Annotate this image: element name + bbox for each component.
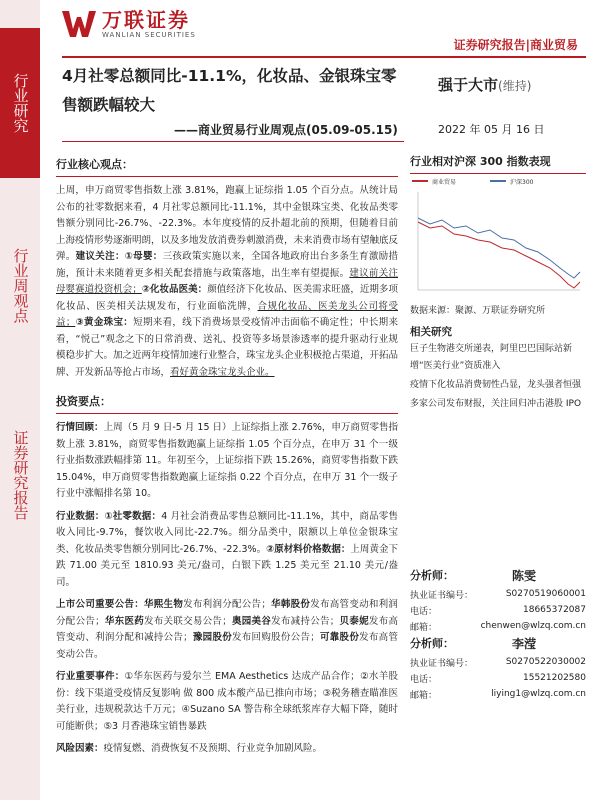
title-divider [62, 141, 404, 142]
cert-number: S0270522030002 [505, 657, 586, 667]
legend-label-hs300: 沪深300 [510, 179, 534, 186]
industry-events-paragraph: 行业重要事件：①华东医药与爱尔兰 EMA Aesthetics 达成产品合作；②水羊股份：线下渠道受疫情反复影响 做 800 成本酸产品已推向市场；③税务稽查瞄准医美行业，违规税款达千万元；④Suzano SA 警告称全球纸浆库存大幅下降，随时可能断供；⑤3 月香港珠宝销售暴跌 [56, 671, 398, 732]
report-title: 4月社零总额同比-11.1%，化妆品、金银珠宝零售额跌幅较大 [62, 67, 397, 114]
left-tab-weekly-view: 行业周观点 [11, 247, 30, 323]
cert-label: 执业证书编号： [410, 590, 474, 601]
email-link[interactable]: liying1@wlzq.com.cn [491, 689, 586, 699]
chart-source: 数据来源：聚源、万联证券研究所 [410, 306, 546, 316]
tel-number: 15521202580 [523, 673, 586, 683]
rating-label [438, 74, 531, 95]
market-review-paragraph: 行情回顾：上周（5 月 9 日-5 月 15 日）上证综指上涨 2.76%，申万商贸零售指数上涨 3.81%，商贸零售指数跑赢上证综指 1.05 个百分点，在申万 31 个一级行业指数涨跌幅排第 11。年初至今，上证综指下跌 15.26%，商贸零售指数下跌 15.04%，申万商贸零售指数跑赢上证综指 0.22 个百分点，在申万 31 个一级子行业中涨幅排名第 10。 [56, 422, 398, 499]
related-research-item[interactable]: 疫情下化妆品消费韧性凸显，龙头强者恒强 [410, 380, 582, 390]
report-subtitle: ——商业贸易行业周观点(05.09-05.15) [174, 123, 398, 137]
core-view-heading: 行业核心观点： [56, 156, 398, 177]
related-research-item[interactable]: 巨子生物港交所递表，阿里巴巴国际站新增“医美行业”资质准入 [410, 344, 573, 371]
industry-data-paragraph: 行业数据：①社零数据：4 月社会消费品零售总额同比-11.1%，其中，商品零售收入同比-9.7%，餐饮收入同比-22.7%。细分品类中，限额以上单位金银珠宝类、化妆品类零售额分别同比-26.7%、-22.3%。②原材料价格数据：上周黄金下跌 71.00 美元至 1810.93 美元/盎司，白银下跌 1.25 美元至 21.10 美元/盎司。 [56, 510, 398, 588]
logo-w-icon [62, 9, 96, 39]
analyst-role: 分析师： [410, 569, 454, 582]
mail-label: 邮箱： [410, 622, 438, 633]
legend-label-commerce: 商业贸易 [432, 179, 457, 186]
company-announcements-paragraph: 上市公司重要公告：华熙生物发布利润分配公告；华韩股份发布高管变动和利润分配公告；华东医药发布关联交易公告；奥园美谷发布减持公告；贝泰妮发布高管变动、利润分配和减持公告；豫园股份发布回购股份公告；可靠股份发布高管变动公告。 [56, 599, 398, 660]
email-link[interactable]: chenwen@wlzq.com.cn [480, 621, 586, 631]
analyst-card-2 [410, 632, 586, 702]
left-tab-industry-research: 行业研究 [0, 28, 40, 178]
logo-chinese-name: 万联证券 [102, 8, 190, 32]
rating-main: 强于大市 [438, 76, 499, 94]
tel-label: 电话： [410, 674, 438, 685]
cert-label: 执业证书编号： [410, 658, 474, 669]
logo-english-name: WANLIAN SECURITIES [102, 31, 196, 39]
risk-factors-paragraph: 风险因素：疫情复燃、消费恢复不及预期、行业竞争加剧风险。 [56, 743, 323, 754]
report-date: 2022 年 05 月 16 日 [438, 123, 545, 136]
series-line-hs300 [418, 218, 580, 278]
relative-performance-chart [410, 178, 586, 301]
tel-number: 18665372087 [523, 605, 586, 615]
main-column [56, 150, 398, 758]
cert-number: S0270519060001 [505, 589, 586, 599]
tel-label: 电话： [410, 606, 438, 617]
mail-label: 邮箱： [410, 690, 438, 701]
analyst-name: 李滢 [511, 636, 536, 651]
sidebar-column [410, 153, 586, 413]
related-research-heading: 相关研究 [410, 326, 452, 338]
report-type-label: 证券研究报告|商业贸易 [453, 38, 578, 52]
related-research-item[interactable]: 多家公司发布财报，关注回归冲击港股 IPO [410, 399, 582, 409]
series-line-commerce [418, 222, 580, 288]
analyst-card-1 [410, 564, 586, 634]
left-tab-research-report: 证券研究报告 [11, 430, 30, 520]
rating-sub: (维持) [498, 79, 532, 93]
analyst-role: 分析师： [410, 637, 454, 650]
chart-heading: 行业相对沪深 300 指数表现 [410, 153, 586, 174]
core-view-paragraph: 上周，申万商贸零售指数上涨 3.81%，跑赢上证综指 1.05 个百分点。从统计局公布的社零数据来看，4 月社零总额同比-11.1%，其中金银珠宝类、化妆品类零售额分别同比-26.7%、-22.3%。本年度疫情的反扑超北前的预期，但随着目前上海疫情形势逐渐明朗，以及多地发放消费券刺激消费，未来消费市场有望触底反弹。建议关注：①母婴：三孩政策实施以来，全国各地政府出台多条生育激励措施，预计未来随着更多相关配套措施与政策落地，出生率有望提振。建议前关注母婴赛道投资机会；②化妆品医美：颜值经济下化妆品、医美需求旺盛，近期多项化妆品、医美相关法规发布，行业面临洗牌，合规化妆品、医美龙头公司将受益；③黄金珠宝：短期来看，线下消费场景受疫情冲击面临不确定性；中长期来看，“悦己”观念之下的日常消费、送礼、投资等多场景渗透率的提升驱动行业规模稳步扩大。加之近两年疫情加速行业整合，珠宝龙头企业积极抢占渠道，开拓品牌、开发新品等抢占市场，看好黄金珠宝龙头企业。 [56, 185, 399, 378]
header-divider [62, 56, 586, 58]
chart-svg [410, 178, 586, 301]
company-logo [62, 9, 196, 39]
investment-points-heading: 投资要点： [56, 393, 398, 414]
analyst-name: 陈雯 [511, 568, 536, 583]
